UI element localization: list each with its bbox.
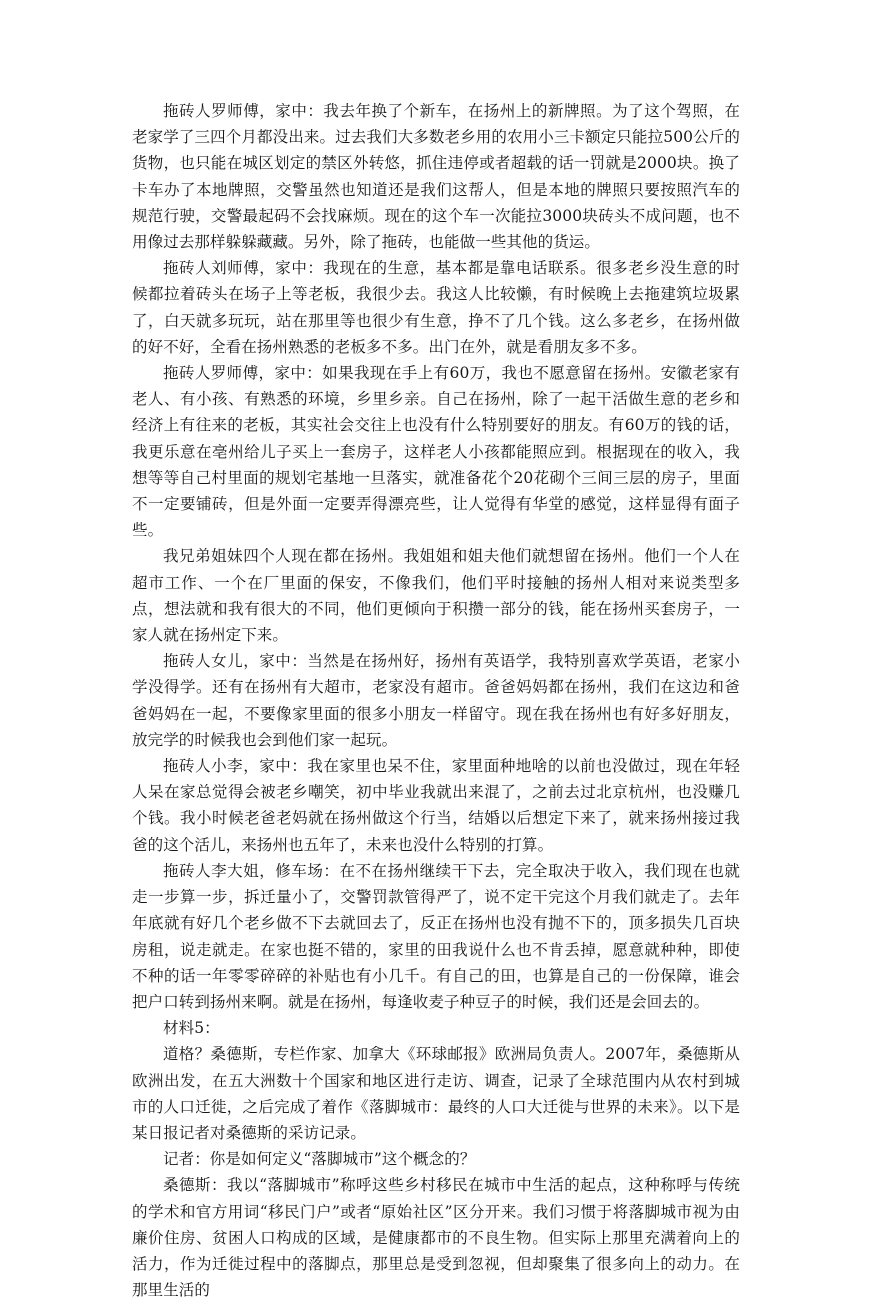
paragraph-siblings: 我兄弟姐妹四个人现在都在扬州。我姐姐和姐夫他们就想留在扬州。他们一个人在超市工作、一个在厂里面的保安，不像我们，他们平时接触的扬州人相对来说类型多点，想法就和我有很大的不同，他们更倾向于积攒一部分的钱，能在扬州买套房子，一家人就在扬州定下来。: [132, 547, 740, 645]
paragraph-luo-new-truck: 拖砖人罗师傅，家中：我去年换了个新车，在扬州上的新牌照。为了这个驾照，在老家学了三四个月都没出来。过去我们大多数老乡用的农用小三卡额定只能拉500公斤的货物，也只能在城区划定的禁区外转悠，抓住违停或者超载的话一罚就是2000块。换了卡车办了本地牌照，交警虽然也知道还是我们这帮人，但是本地的牌照只要按照汽车的规范行驶，交警最起码不会找麻烦。现在的这个车一次能拉3000块砖头不成问题，也不用像过去那样躲躲藏藏。另外，除了拖砖，也能做一些其他的货运。: [132, 102, 740, 252]
document-page: [132, 98, 740, 1303]
paragraph-daughter: 拖砖人女儿，家中：当然是在扬州好，扬州有英语学，我特别喜欢学英语，老家小学没得学。还有在扬州有大超市，老家没有超市。爸爸妈妈都在扬州，我们在这边和爸爸妈妈在一起，不要像家里面的很多小朋友一样留守。现在我在扬州也有好多好朋友，放完学的时候我也会到他们家一起玩。: [132, 652, 740, 749]
paragraph-luo-600k: 拖砖人罗师傅，家中：如果我现在手上有60万，我也不愿意留在扬州。安徽老家有老人、有小孩、有熟悉的环境，乡里乡亲。自己在扬州，除了一起干活做生意的老乡和经济上有往来的老板，其实社会交往上也没有什么特别要好的朋友。有60万的钱的话，我更乐意在亳州给儿子买上一套房子，这样老人小孩都能照应到。根据现在的收入，我想等等自己村里面的规划宅基地一旦落实，就准备花个20花砌个三间三层的房子，里面不一定要铺砖，但是外面一定要弄得漂亮些，让人觉得有华堂的感觉，这样显得有面子些。: [132, 364, 740, 540]
paragraph-liu-phone-business: 拖砖人刘师傅，家中：我现在的生意，基本都是靠电话联系。很多老乡没生意的时候都拉着砖头在场子上等老板，我很少去。我这人比较懒，有时候晚上去拖建筑垃圾累了，白天就多玩玩，站在那里等也很少有生意，挣不了几个钱。这么多老乡，在扬州做的好不好，全看在扬州熟悉的老板多不多。出门在外，就是看朋友多不多。: [132, 259, 740, 356]
paragraph-li-dajie: 拖砖人李大姐，修车场：在不在扬州继续干下去，完全取决于收入，我们现在也就走一步算一步，拆迁量小了，交警罚款管得严了，说不定干完这个月我们就走了。去年年底就有好几个老乡做不下去就回去了，反正在扬州也没有抛不下的，顶多损失几百块房租，说走就走。在家也挺不错的，家里的田我说什么也不肯丢掉，愿意就种种，即使不种的话一年零零碎碎的补贴也有小几千。有自己的田，也算是自己的一份保障，谁会把户口转到扬州来啊。就是在扬州，每逢收麦子种豆子的时候，我们还是会回去的。: [132, 861, 740, 1011]
paragraph-saunders-answer: 桑德斯：我以“落脚城市”称呼这些乡村移民在城市中生活的起点，这种称呼与传统的学术和官方用词“移民门户”或者“原始社区”区分开来。我们习惯于将落脚城市视为由廉价住房、贫困人口构成的区域，是健康都市的不良生物。但实际上那里充满着向上的活力，作为迁徙过程中的落脚点，那里总是受到忽视，但却聚集了很多向上的动力。在那里生活的: [132, 1176, 740, 1300]
material-5-heading: 材料5：: [163, 1019, 220, 1038]
paragraph-xiao-li: 拖砖人小李，家中：我在家里也呆不住，家里面种地啥的以前也没做过，现在年轻人呆在家总觉得会被老乡嘲笑，初中毕业我就出来混了，之前去过北京杭州，也没赚几个钱。我小时候老爸老妈就在扬州做这个行当，结婚以后想定下来了，就来扬州接过我爸的这个活儿，来扬州也五年了，未来也没什么特别的打算。: [132, 757, 740, 854]
paragraph-reporter-question: 记者：你是如何定义“落脚城市”这个概念的？: [163, 1150, 476, 1169]
paragraph-saunders-intro: 道格？桑德斯，专栏作家、加拿大《环球邮报》欧洲局负责人。2007年，桑德斯从欧洲出发，在五大洲数十个国家和地区进行走访、调查，记录了全球范围内从农村到城市的人口迁徙，之后完成了着作《落脚城市：最终的人口大迁徙与世界的未来》。以下是某日报记者对桑德斯的采访记录。: [132, 1045, 740, 1142]
